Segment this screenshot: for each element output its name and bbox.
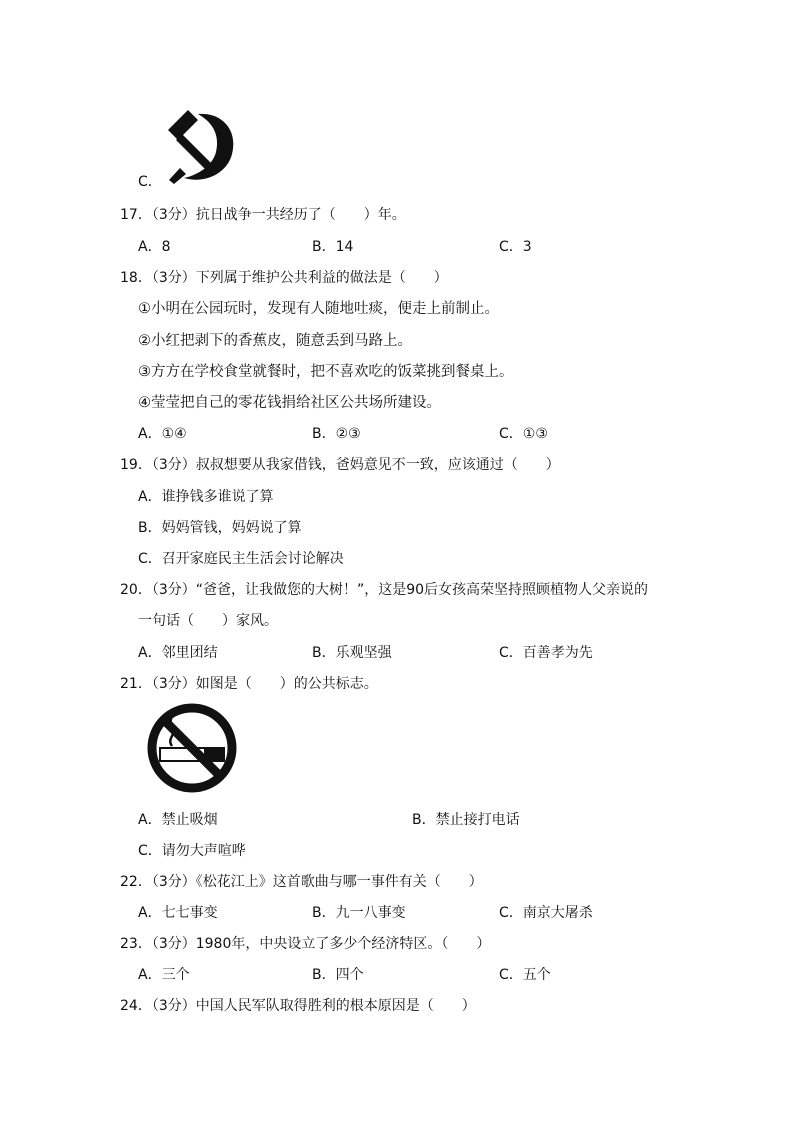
q18-option-c: C．①③ bbox=[499, 426, 548, 442]
q17-option-a: A．8 bbox=[138, 239, 171, 255]
q23-stem: 23．（3分）1980年，中央设立了多少个经济特区。（ ） bbox=[120, 936, 491, 952]
q18-option-a: A．①④ bbox=[138, 426, 187, 442]
q18-option-b: B．②③ bbox=[312, 426, 361, 442]
q18-statement-1: ①小明在公园玩时，发现有人随地吐痰，便走上前制止。 bbox=[138, 301, 499, 317]
q22-option-b: B．九一八事变 bbox=[312, 905, 406, 921]
q21-option-b: B．禁止接打电话 bbox=[412, 812, 520, 828]
q23-option-b: B．四个 bbox=[312, 967, 364, 983]
q17-stem: 17．（3分）抗日战争一共经历了（ ）年。 bbox=[120, 207, 406, 223]
q19-option-b: B．妈妈管钱，妈妈说了算 bbox=[138, 520, 302, 536]
q19-option-c: C．召开家庭民主生活会讨论解决 bbox=[138, 551, 344, 567]
q21-option-c: C．请勿大声喧哗 bbox=[138, 843, 246, 859]
q22-option-c: C．南京大屠杀 bbox=[499, 905, 593, 921]
q18-statement-2: ②小红把剥下的香蕉皮，随意丢到马路上。 bbox=[138, 333, 412, 349]
q18-statement-4: ④莹莹把自己的零花钱捐给社区公共场所建设。 bbox=[138, 395, 441, 411]
q21-stem: 21．（3分）如图是（ ）的公共标志。 bbox=[120, 676, 378, 692]
q16-option-c: C． bbox=[138, 174, 162, 190]
q17-option-b: B．14 bbox=[312, 239, 354, 255]
q17-option-c: C．3 bbox=[499, 239, 532, 255]
no-smoking-icon bbox=[142, 702, 242, 794]
q21-option-a: A．禁止吸烟 bbox=[138, 812, 218, 828]
party-emblem-icon bbox=[160, 104, 240, 186]
q24-stem: 24．（3分）中国人民军队取得胜利的根本原因是（ ） bbox=[120, 998, 476, 1014]
q23-option-a: A．三个 bbox=[138, 967, 190, 983]
q18-stem: 18．（3分）下列属于维护公共利益的做法是（ ） bbox=[120, 270, 448, 286]
q22-stem: 22．（3分）《松花江上》这首歌曲与哪一事件有关（ ） bbox=[120, 874, 483, 890]
q20-option-a: A．邻里团结 bbox=[138, 645, 218, 661]
q22-option-a: A．七七事变 bbox=[138, 905, 218, 921]
q20-stem-line1: 20．（3分）“爸爸，让我做您的大树！”，这是90后女孩高荣坚持照顾植物人父亲说的 bbox=[120, 582, 649, 598]
q20-option-c: C．百善孝为先 bbox=[499, 645, 593, 661]
q19-option-a: A．谁挣钱多谁说了算 bbox=[138, 489, 274, 505]
q18-statement-3: ③方方在学校食堂就餐时，把不喜欢吃的饭菜挑到餐桌上。 bbox=[138, 364, 514, 380]
q19-stem: 19．（3分）叔叔想要从我家借钱，爸妈意见不一致，应该通过（ ） bbox=[120, 457, 560, 473]
q20-option-b: B．乐观坚强 bbox=[312, 645, 392, 661]
q20-stem-line2: 一句话（ ）家风。 bbox=[138, 613, 278, 629]
q23-option-c: C．五个 bbox=[499, 967, 551, 983]
